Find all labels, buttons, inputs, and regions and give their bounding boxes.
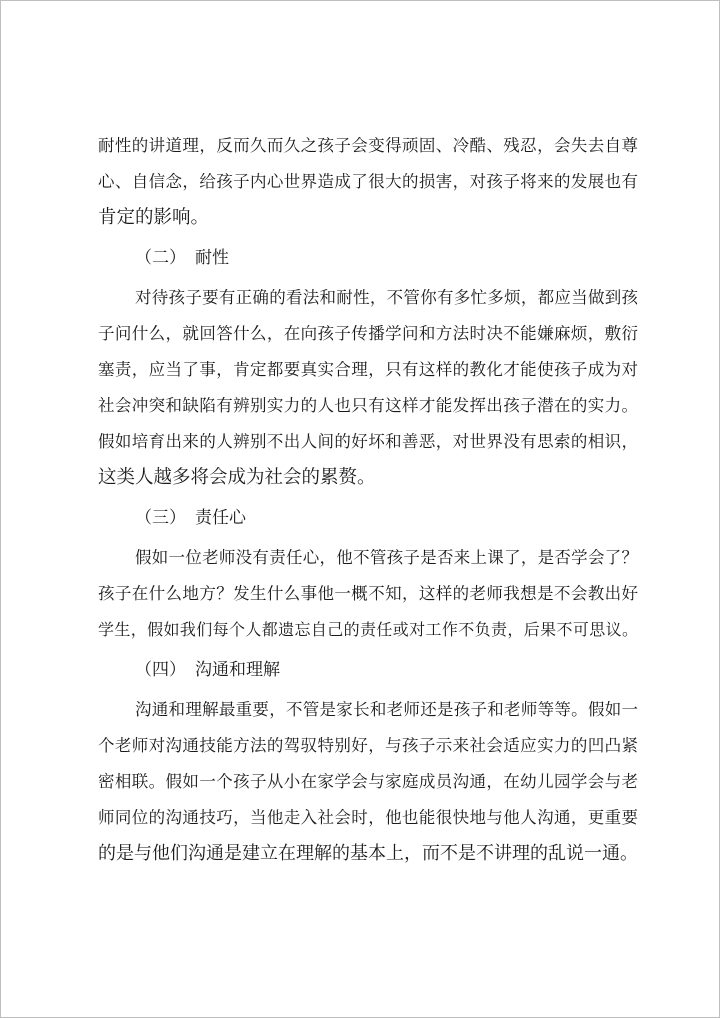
document-body: [98, 128, 638, 872]
text-line: 学生，假如我们每个人都遗忘自己的责任或对工作不负责，后果不可思议。: [98, 620, 638, 639]
section-number: （二）: [135, 248, 186, 268]
text-line: 对待孩子要有正确的看法和耐性，不管你有多忙多烦，都应当做到孩: [135, 288, 638, 307]
paragraph-2: [98, 280, 638, 496]
text-line: 沟通和理解最重要，不管是家长和老师还是孩子和老师等等。假如一: [135, 700, 638, 719]
paragraph-1: [98, 128, 638, 236]
text-line: 这类人越多将会成为社会的累赘。: [98, 467, 376, 488]
text-line: 塞责，应当了事，肯定都要真实合理，只有这样的教化才能使孩子成为对: [98, 360, 638, 379]
text-line: 假如培育出来的人辨别不出人间的好坏和善恶，对世界没有思索的相识，: [98, 432, 638, 451]
text-line: 社会冲突和缺陷有辨别实力的人也只有这样才能发挥出孩子潜在的实力。: [98, 396, 638, 415]
section-heading-4: [98, 650, 638, 690]
section-title: 耐性: [195, 248, 229, 268]
text-line: 的是与他们沟通是建立在理解的基本上，而不是不讲理的乱说一通。: [98, 843, 638, 864]
text-line: 密相联。假如一个孩子从小在家学会与家庭成员沟通，在幼儿园学会与老: [98, 772, 638, 791]
text-line: 子问什么，就回答什么，在向孩子传播学问和方法时决不能嫌麻烦，敷衍: [98, 324, 638, 343]
text-line: 个老师对沟通技能方法的驾驭特别好，与孩子示来社会适应实力的凹凸紧: [98, 736, 638, 755]
section-heading-3: [98, 498, 638, 538]
text-line: 师同位的沟通技巧，当他走入社会时，他也能很快地与他人沟通，更重要: [98, 808, 638, 827]
paragraph-4: [98, 692, 638, 872]
section-number: （三）: [135, 508, 186, 528]
section-heading-2: [98, 238, 638, 278]
section-number: （四）: [135, 660, 186, 680]
text-line: 孩子在什么地方？发生什么事他一概不知，这样的老师我想是不会教出好: [98, 584, 638, 603]
paragraph-3: [98, 540, 638, 648]
section-title: 责任心: [195, 508, 246, 528]
section-title: 沟通和理解: [195, 660, 280, 680]
text-line: 耐性的讲道理，反而久而久之孩子会变得顽固、冷酷、残忍，会失去自尊: [98, 136, 638, 155]
text-line: 肯定的影响。: [98, 207, 210, 228]
text-line: 心、自信念，给孩子内心世界造成了很大的损害，对孩子将来的发展也有: [98, 172, 638, 191]
text-line: 假如一位老师没有责任心，他不管孩子是否来上课了，是否学会了？: [135, 548, 638, 567]
